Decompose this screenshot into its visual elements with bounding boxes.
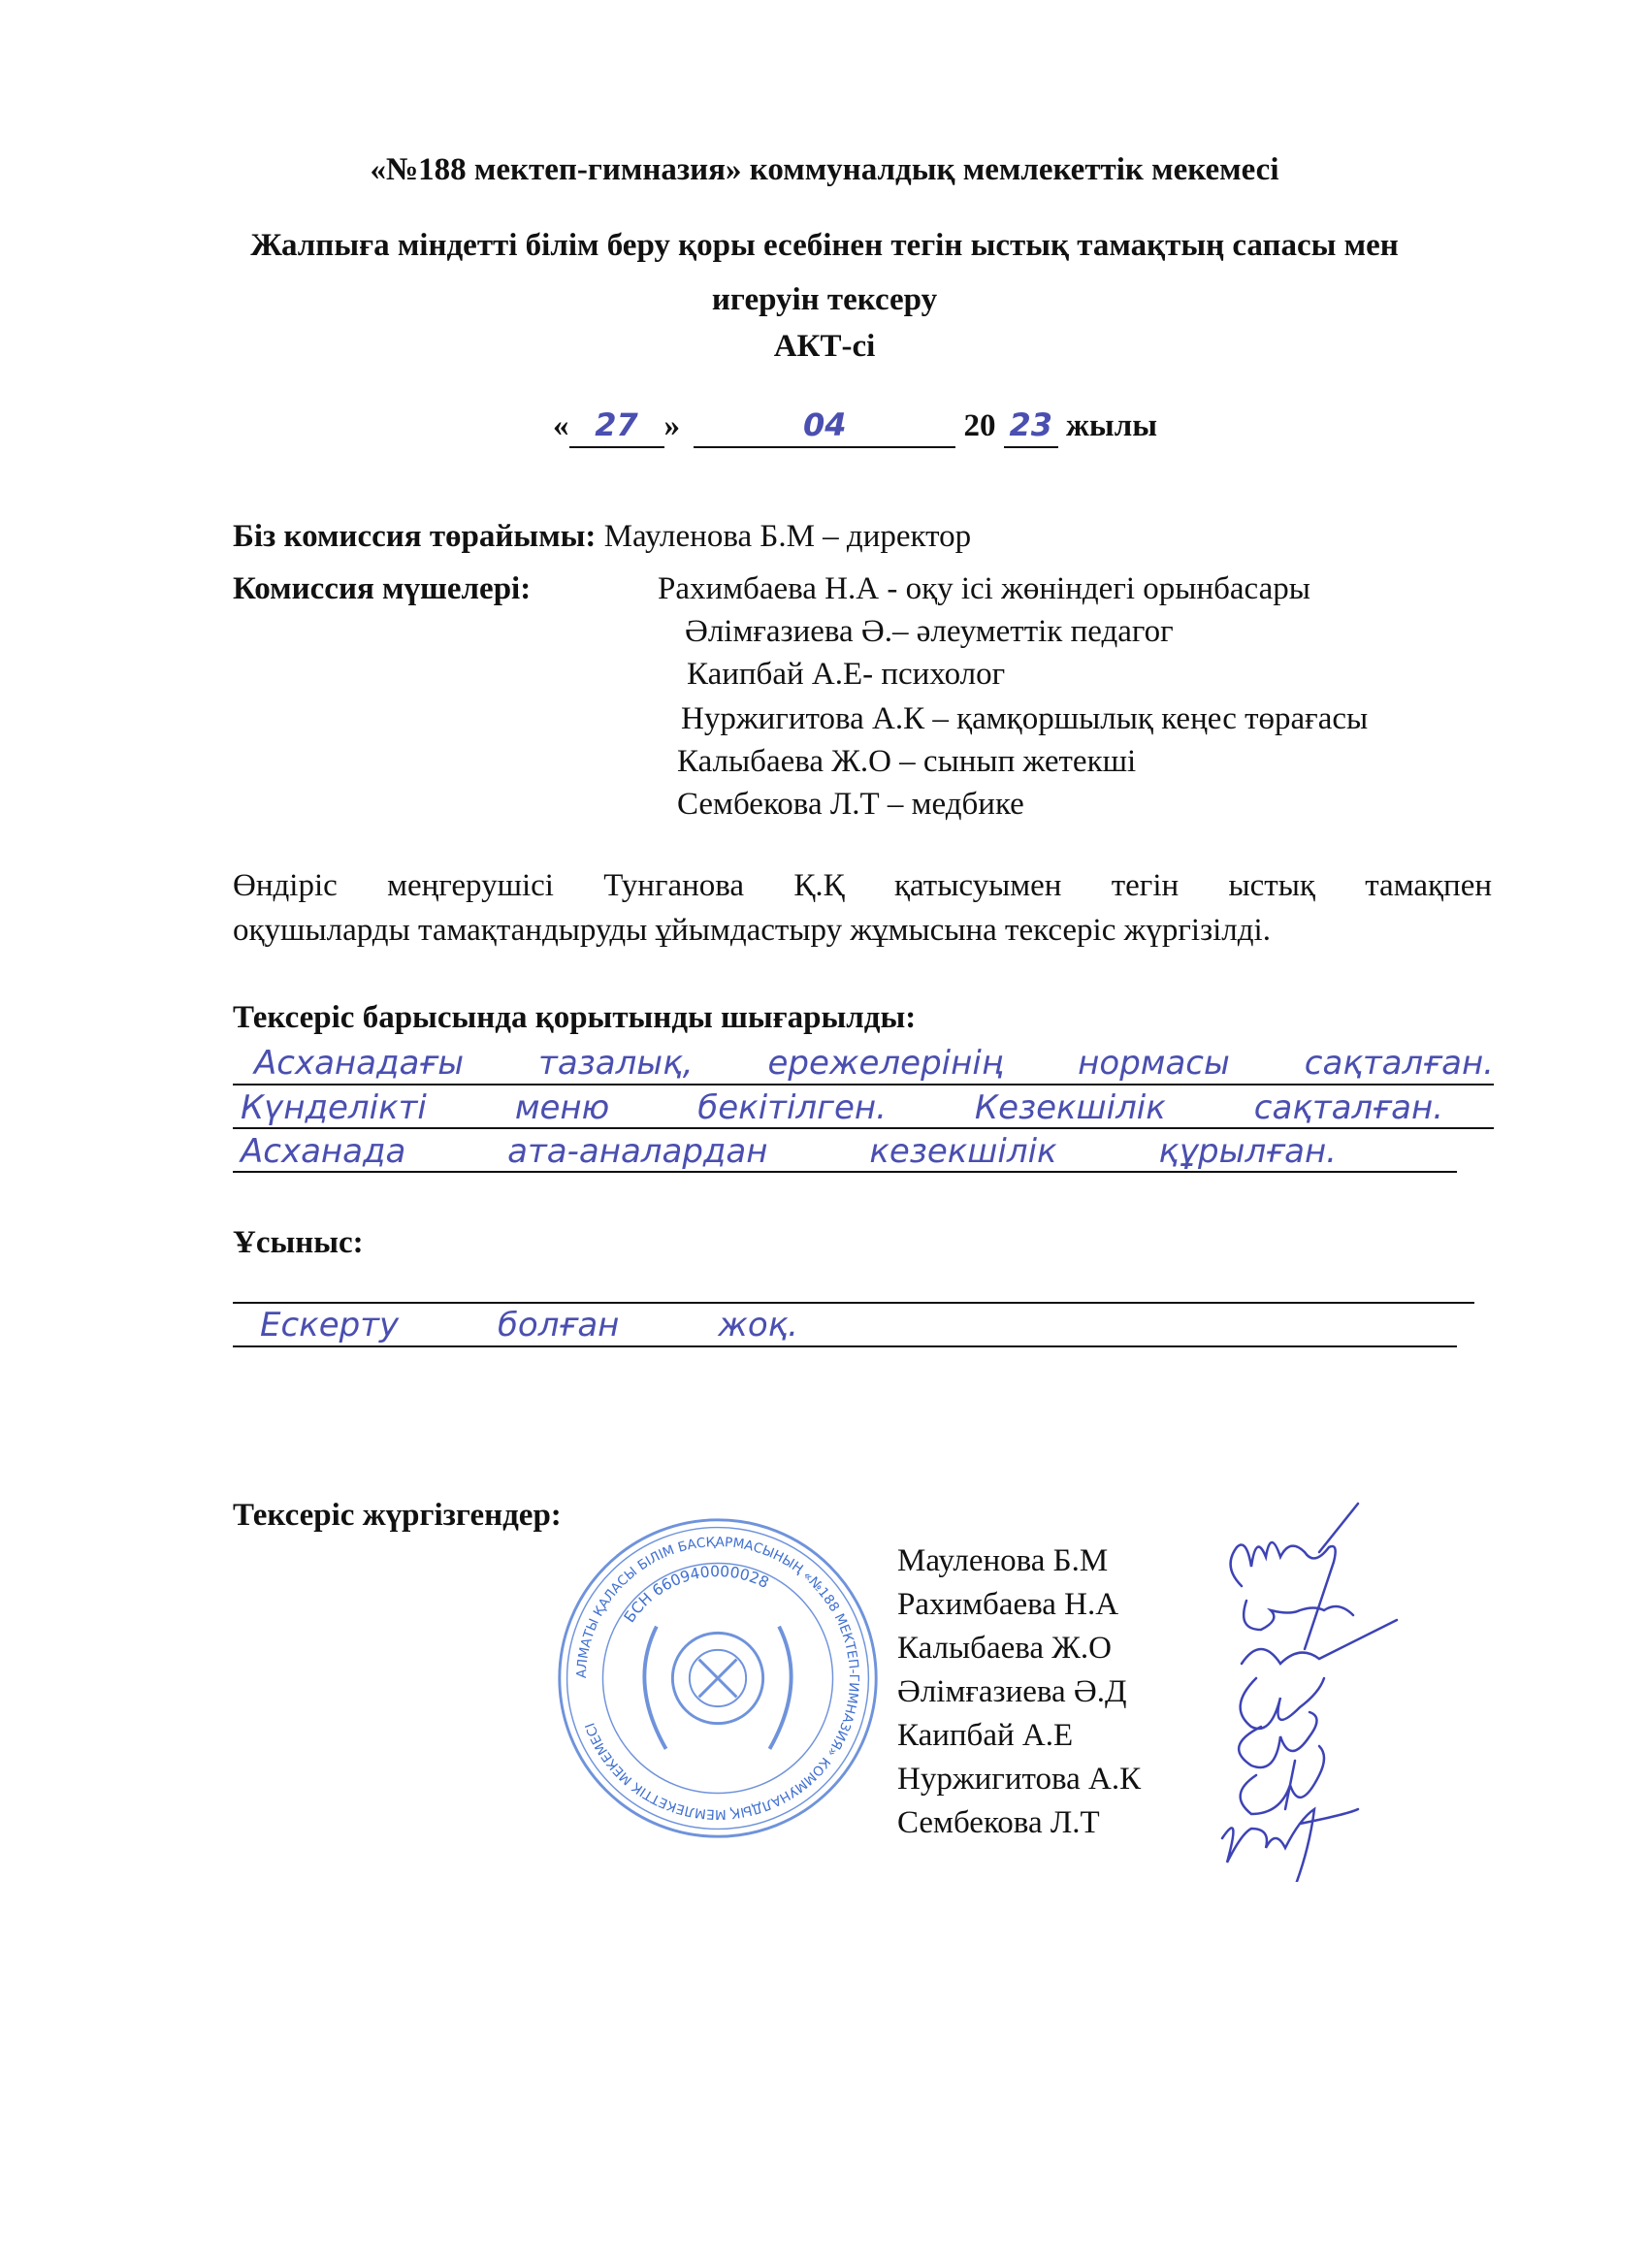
answer-line (233, 1084, 1494, 1085)
answer-line (233, 1127, 1494, 1129)
members-label: Комиссия мүшелері: (233, 571, 532, 606)
signature-4 (1239, 1712, 1316, 1767)
date-year: 23 (1009, 406, 1053, 443)
member-item: Нуржигитова А.К – қамқоршылық кеңес төрағасы (681, 701, 1369, 736)
member-item: Рахимбаева Н.А - оқу ісі жөніндегі орынбасары (658, 571, 1310, 606)
date-day: 27 (595, 406, 638, 443)
chair-label: Біз комиссия төрайымы: (233, 519, 597, 554)
date-suffix: жылы (1066, 408, 1157, 443)
answer-line (233, 1345, 1457, 1347)
institution-title: «№188 мектеп-гимназия» коммуналдық мемлекеттік мекемесі (370, 152, 1279, 187)
member-item: Сембекова Л.Т – медбике (677, 787, 1024, 822)
seal-outer-text: АЛМАТЫ ҚАЛАСЫ БІЛІМ БАСҚАРМАСЫНЫҢ «№188 МЕКТЕП-ГИМНАЗИЯ» КОММУНАЛДЫҚ МЕМЛЕКЕТТІК МЕКЕМЕСІ (573, 1534, 862, 1823)
signature-6 (1222, 1809, 1358, 1882)
date-line (553, 405, 1157, 448)
conclusion-handwritten-3: Асханада ата-аналардан кезекшілік құрылған. (241, 1132, 1337, 1171)
conclusion-handwritten-1: Асханадағы тазалық, ережелерінің нормасы сақталған. (254, 1044, 1494, 1083)
signatory-name: Сембекова Л.Т (897, 1805, 1100, 1840)
answer-line (233, 1302, 1474, 1304)
recommendation-label: Ұсыныс: (233, 1225, 364, 1260)
signature-2 (1242, 1601, 1397, 1664)
date-century: 20 (963, 408, 996, 443)
close-quote: » (663, 408, 680, 443)
answer-line (233, 1171, 1457, 1173)
conclusion-label: Тексеріс барысында қорытынды шығарылды: (233, 1000, 917, 1035)
member-item: Калыбаева Ж.О – сынып жетекші (677, 744, 1137, 779)
date-month: 04 (802, 406, 847, 443)
signatory-name: Мауленова Б.М (897, 1543, 1109, 1578)
seal-inner-text: БСН 660940000028 (620, 1562, 772, 1627)
document-subtitle-line1: Жалпыға міндетті білім беру қоры есебінен тегін ыстық тамақтың сапасы мен (250, 228, 1399, 263)
member-item: Каипбай А.Е- психолог (687, 657, 1006, 692)
handwritten-signatures (1203, 1494, 1513, 1882)
intro-line2: оқушыларды тамақтандыруды ұйымдастыру жұмысына тексеріс жүргізілді. (233, 913, 1271, 948)
conclusion-handwritten-2: Күнделікті меню бекітілген. Кезекшілік сақталған. (241, 1088, 1443, 1127)
signatory-name: Нуржигитова А.К (897, 1762, 1142, 1797)
intro-line1: Өндіріс меңгерушісі Тунганова Қ.Қ қатысуымен тегін ыстық тамақпен (233, 868, 1492, 903)
signatory-name: Рахимбаева Н.А (897, 1587, 1119, 1622)
signatory-name: Каипбай А.Е (897, 1718, 1074, 1753)
signatory-name: Калыбаева Ж.О (897, 1631, 1112, 1666)
signatory-name: Әлімғазиева Ә.Д (897, 1674, 1127, 1709)
commission-chair (233, 518, 971, 557)
member-item: Әлімғазиева Ә.– әлеуметтік педагог (685, 614, 1174, 649)
signature-3 (1241, 1678, 1324, 1729)
signature-5 (1241, 1746, 1324, 1814)
official-seal-stamp (553, 1513, 883, 1843)
open-quote: « (553, 408, 569, 443)
signatories-label: Тексеріс жүргізгендер: (233, 1498, 562, 1533)
chair-value: Мауленова Б.М – директор (603, 519, 972, 554)
document-subtitle-line2: игеруін тексеру (711, 282, 938, 317)
recommendation-handwritten: Ескерту болған жоқ. (260, 1306, 798, 1345)
act-title: АКТ-сі (773, 329, 876, 364)
